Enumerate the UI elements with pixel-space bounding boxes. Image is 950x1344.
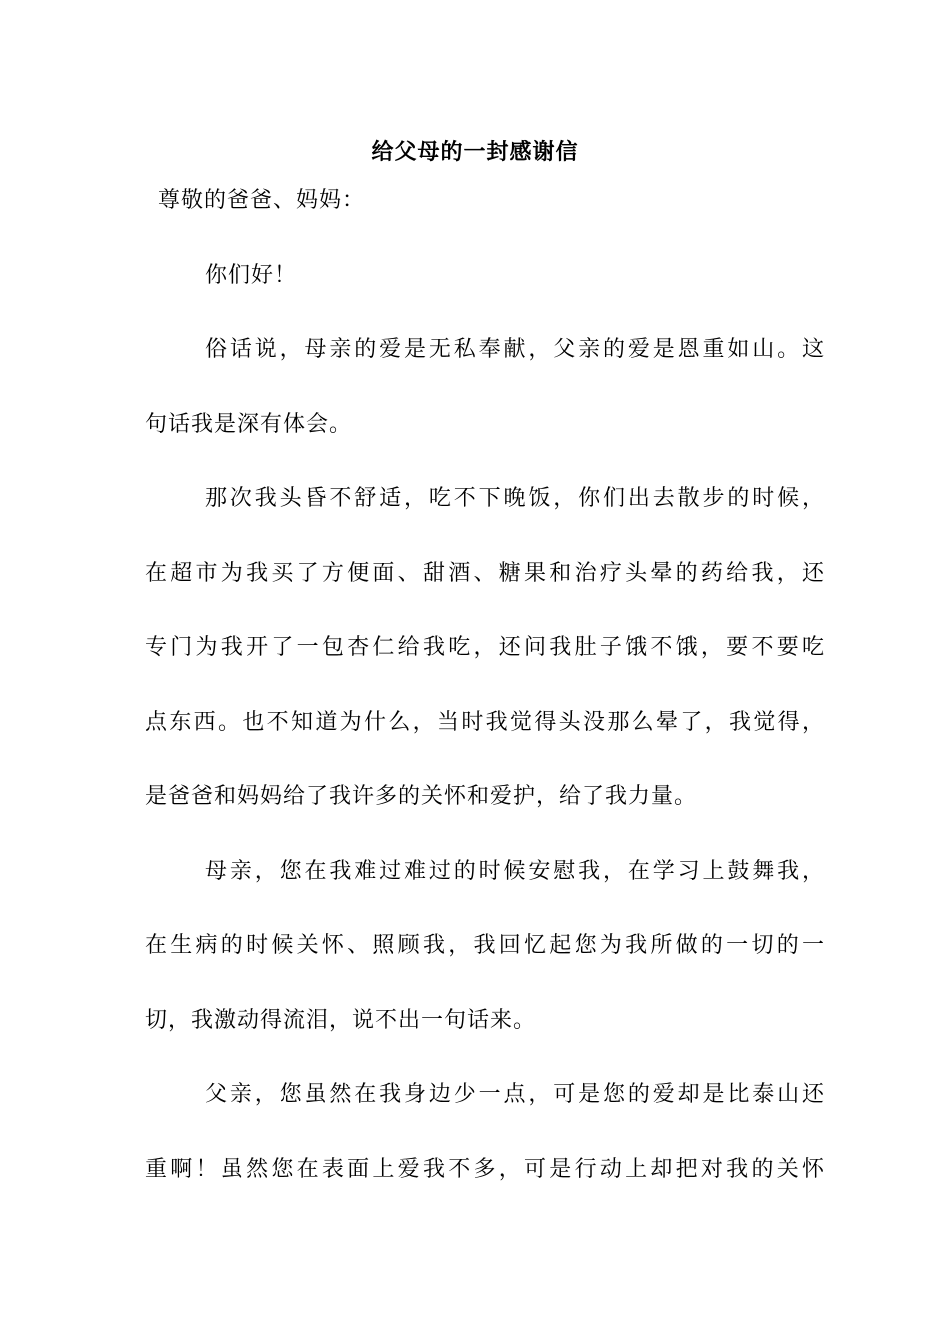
paragraph-line: 在超市为我买了方便面、甜酒、糖果和治疗头晕的药给我，还 bbox=[145, 561, 825, 586]
paragraph-line: 父亲，您虽然在我身边少一点，可是您的爱却是比泰山还 bbox=[205, 1082, 825, 1107]
paragraph-line: 切，我激动得流泪，说不出一句话来。 bbox=[145, 1008, 537, 1033]
paragraph-line: 是爸爸和妈妈给了我许多的关怀和爱护，给了我力量。 bbox=[145, 784, 698, 809]
paragraph-line: 专门为我开了一包杏仁给我吃，还问我肚子饿不饿，要不要吃 bbox=[145, 635, 825, 660]
paragraph-line: 在生病的时候关怀、照顾我，我回忆起您为我所做的一切的一 bbox=[145, 933, 825, 958]
paragraph-line: 俗话说，母亲的爱是无私奉献，父亲的爱是恩重如山。这 bbox=[205, 337, 825, 362]
salutation: 尊敬的爸爸、妈妈： bbox=[158, 188, 366, 213]
paragraph-line: 重啊！虽然您在表面上爱我不多，可是行动上却把对我的关怀 bbox=[145, 1157, 825, 1182]
paragraph-line: 那次我头昏不舒适，吃不下晚饭，你们出去散步的时候， bbox=[205, 486, 825, 511]
paragraph-line: 点东西。也不知道为什么，当时我觉得头没那么晕了，我觉得， bbox=[145, 710, 825, 735]
paragraph-line: 句话我是深有体会。 bbox=[145, 412, 353, 437]
greeting: 你们好！ bbox=[205, 263, 298, 288]
document-title: 给父母的一封感谢信 bbox=[371, 139, 579, 165]
paragraph-line: 母亲，您在我难过难过的时候安慰我，在学习上鼓舞我， bbox=[205, 859, 825, 884]
